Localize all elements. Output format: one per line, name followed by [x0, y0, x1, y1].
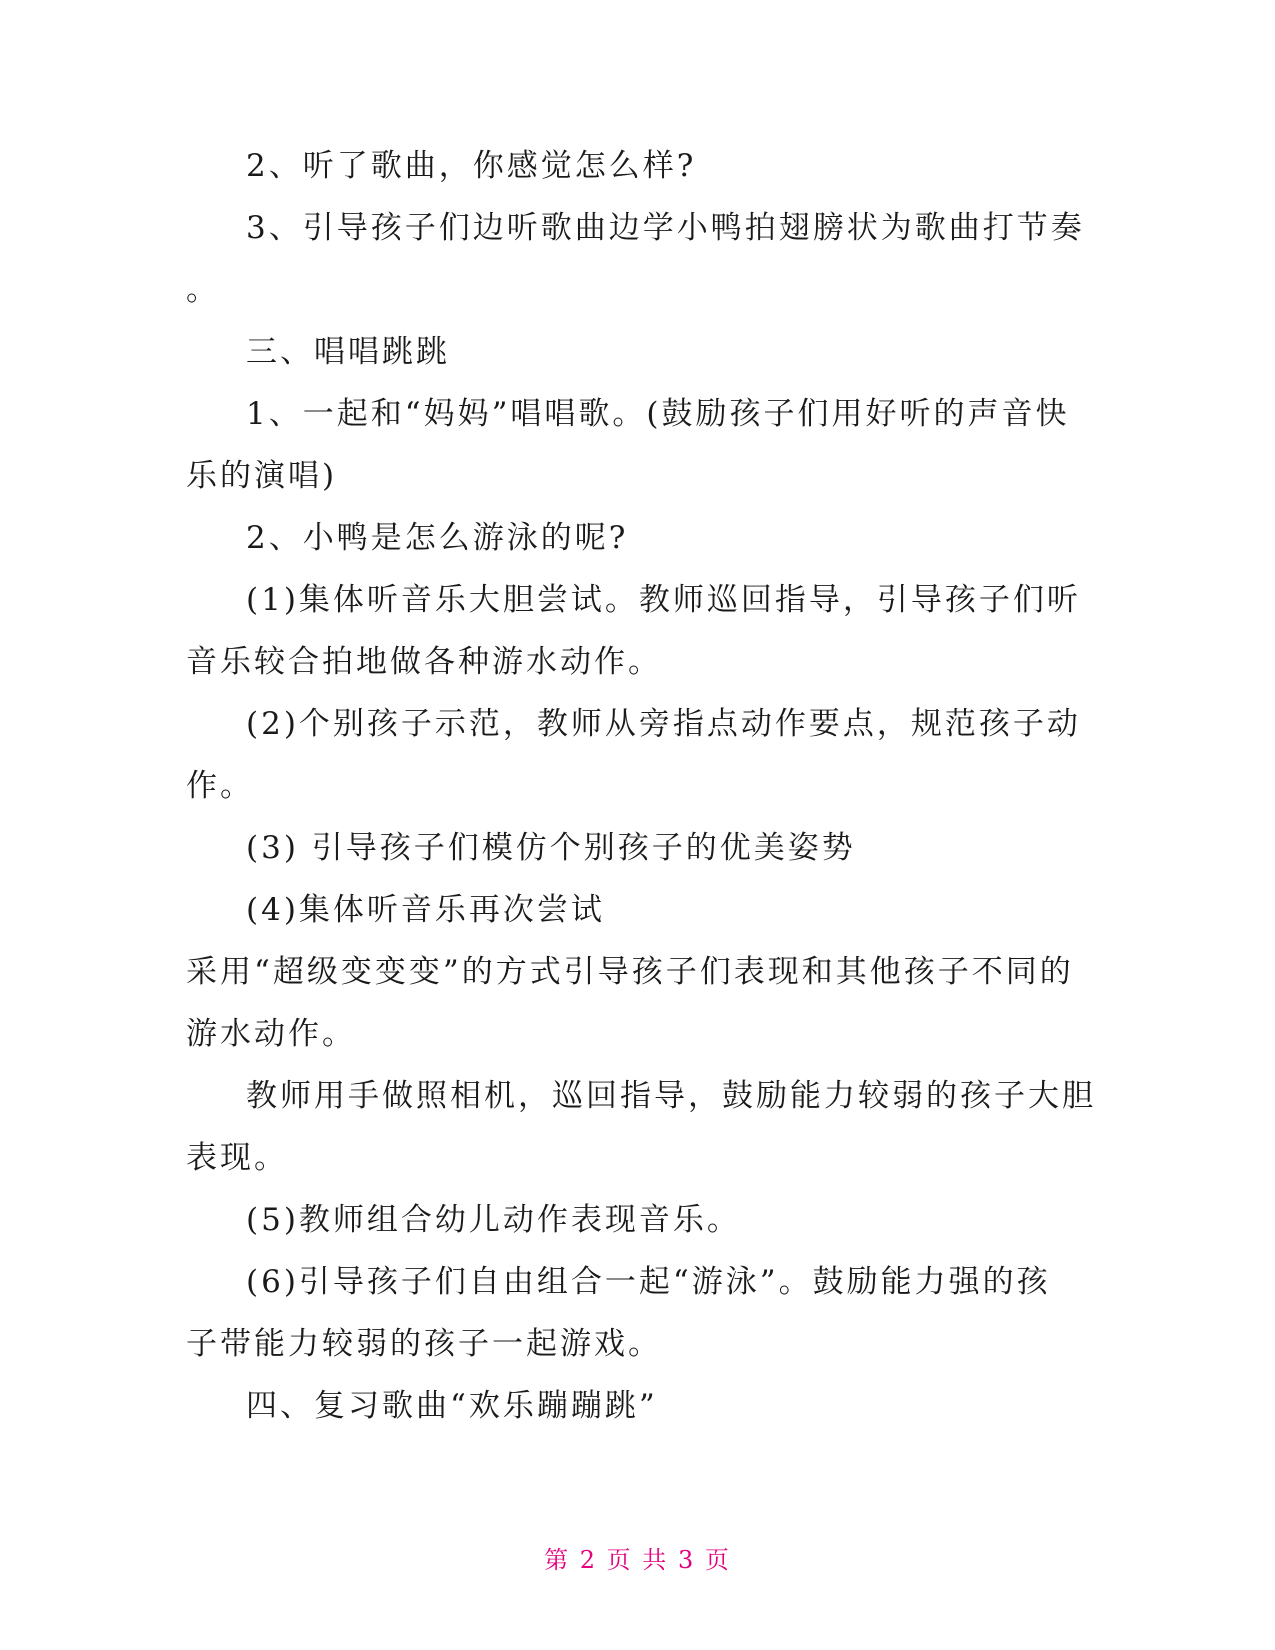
page-number-footer: 第 2 页 共 3 页 — [544, 1546, 731, 1574]
body-line-15: 游水动作。 — [186, 1016, 356, 1052]
body-line-18: (5)教师组合幼儿动作表现音乐。 — [246, 1202, 741, 1238]
section-heading-3: 三、唱唱跳跳 — [246, 334, 450, 370]
body-line-14: 采用“超级变变变”的方式引导孩子们表现和其他孩子不同的 — [186, 954, 1074, 990]
body-line-13: (4)集体听音乐再次尝试 — [246, 892, 605, 928]
body-line-16: 教师用手做照相机，巡回指导，鼓励能力较弱的孩子大胆 — [246, 1078, 1096, 1114]
section-heading-4: 四、复习歌曲“欢乐蹦蹦跳” — [246, 1388, 658, 1424]
body-line-11: 作。 — [186, 768, 254, 804]
body-line-9: 音乐较合拍地做各种游水动作。 — [186, 644, 662, 680]
body-line-8: (1)集体听音乐大胆尝试。教师巡回指导，引导孩子们听 — [246, 582, 1081, 618]
body-line-12: (3) 引导孩子们模仿个别孩子的优美姿势 — [246, 830, 856, 866]
body-line-3: 。 — [186, 272, 220, 308]
body-line-6: 乐的演唱) — [186, 458, 338, 494]
body-line-7: 2、小鸭是怎么游泳的呢? — [246, 520, 629, 556]
body-line-1: 2、听了歌曲，你感觉怎么样? — [246, 148, 697, 184]
body-line-5: 1、一起和“妈妈”唱唱歌。(鼓励孩子们用好听的声音快 — [246, 396, 1070, 432]
body-line-17: 表现。 — [186, 1140, 288, 1176]
body-line-19: (6)引导孩子们自由组合一起“游泳”。鼓励能力强的孩 — [246, 1264, 1051, 1300]
body-line-10: (2)个别孩子示范，教师从旁指点动作要点，规范孩子动 — [246, 706, 1081, 742]
body-line-20: 子带能力较弱的孩子一起游戏。 — [186, 1326, 662, 1362]
body-line-2: 3、引导孩子们边听歌曲边学小鸭拍翅膀状为歌曲打节奏 — [246, 210, 1085, 246]
